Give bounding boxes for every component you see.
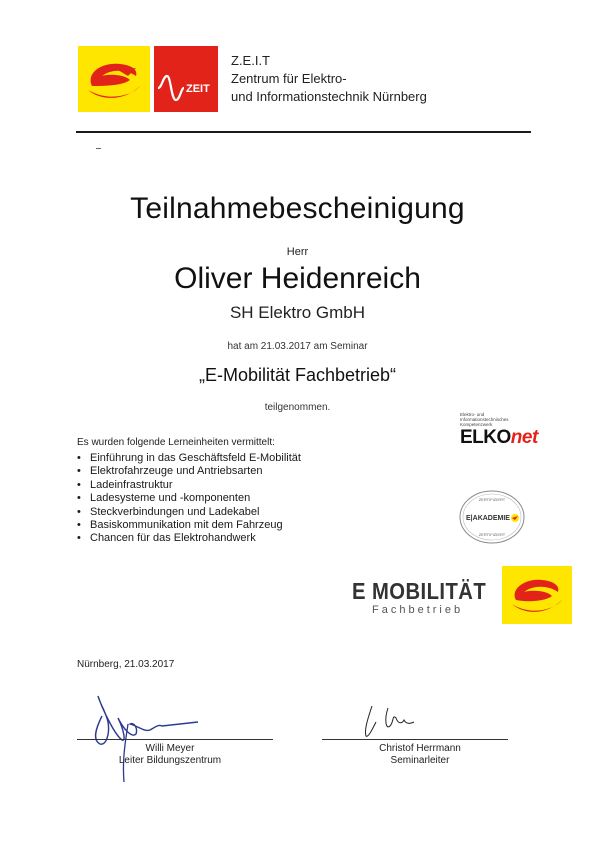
e-mobility-wordmark: E MOBILITÄT — [352, 578, 487, 604]
e-mobility-subtitle: Fachbetrieb — [372, 604, 464, 616]
signature-line-left — [77, 739, 273, 740]
elkonet-logo — [460, 412, 560, 454]
salutation: Herr — [286, 246, 309, 258]
seminar-title: „E-Mobilität Fachbetrieb“ — [198, 365, 397, 385]
signer-left-role: Leiter Bildungszentrum — [118, 755, 222, 766]
header-divider — [76, 131, 531, 133]
place-and-date: Nürnberg, 21.03.2017 — [77, 659, 175, 670]
org-abbreviation: Z.E.I.T — [231, 53, 270, 68]
certificate-title: Teilnahmebescheinigung — [130, 192, 465, 225]
list-item: • Einführung in das Geschäftsfeld E-Mobilität — [77, 452, 301, 465]
e-akademie-seal — [458, 488, 526, 546]
signer-left-name: Willi Meyer — [145, 743, 195, 754]
company-name: SH Elektro GmbH — [229, 303, 366, 322]
svg-text:ZERTIFIZIERT: ZERTIFIZIERT — [478, 532, 506, 537]
signer-right-role: Seminarleiter — [390, 755, 450, 766]
signature-right — [358, 700, 438, 744]
seminar-date-line: hat am 21.03.2017 am Seminar — [227, 341, 368, 352]
decorative-mark — [96, 148, 101, 149]
e-marke-logo — [78, 46, 150, 112]
participant-name: Oliver Heidenreich — [174, 262, 421, 295]
list-item: • Steckverbindungen und Ladekabel — [77, 506, 301, 519]
learning-units-list — [77, 452, 301, 546]
list-item: • Ladeinfrastruktur — [77, 479, 301, 492]
list-item: • Chancen für das Elektrohandwerk — [77, 532, 301, 545]
list-item: • Basiskommunikation mit dem Fahrzeug — [77, 519, 301, 532]
org-name-line-1: Zentrum für Elektro- — [231, 71, 347, 86]
svg-text:ZERTIFIZIERT: ZERTIFIZIERT — [478, 497, 506, 502]
elkonet-tagline: Elektro- und Informationstechnisches Kompetenzwerk — [460, 412, 509, 427]
learning-units-intro: Es wurden folgende Lerneinheiten vermittelt: — [77, 437, 275, 448]
zeit-logo — [154, 46, 218, 112]
elkonet-wordmark: ELKOnet — [460, 427, 538, 448]
e-marke-logo-small — [502, 566, 572, 624]
svg-text:E|AKADEMIE: E|AKADEMIE — [466, 515, 510, 522]
list-item: • Ladesysteme und -komponenten — [77, 492, 301, 505]
signature-left — [88, 678, 208, 788]
participated-text: teilgenommen. — [264, 402, 331, 413]
org-name-line-2: und Informationstechnik Nürnberg — [231, 89, 427, 104]
list-item: • Elektrofahrzeuge und Antriebsarten — [77, 465, 301, 478]
signer-right-name: Christof Herrmann — [379, 743, 461, 754]
svg-text:ZEIT: ZEIT — [186, 83, 210, 95]
signature-line-right — [322, 739, 508, 740]
